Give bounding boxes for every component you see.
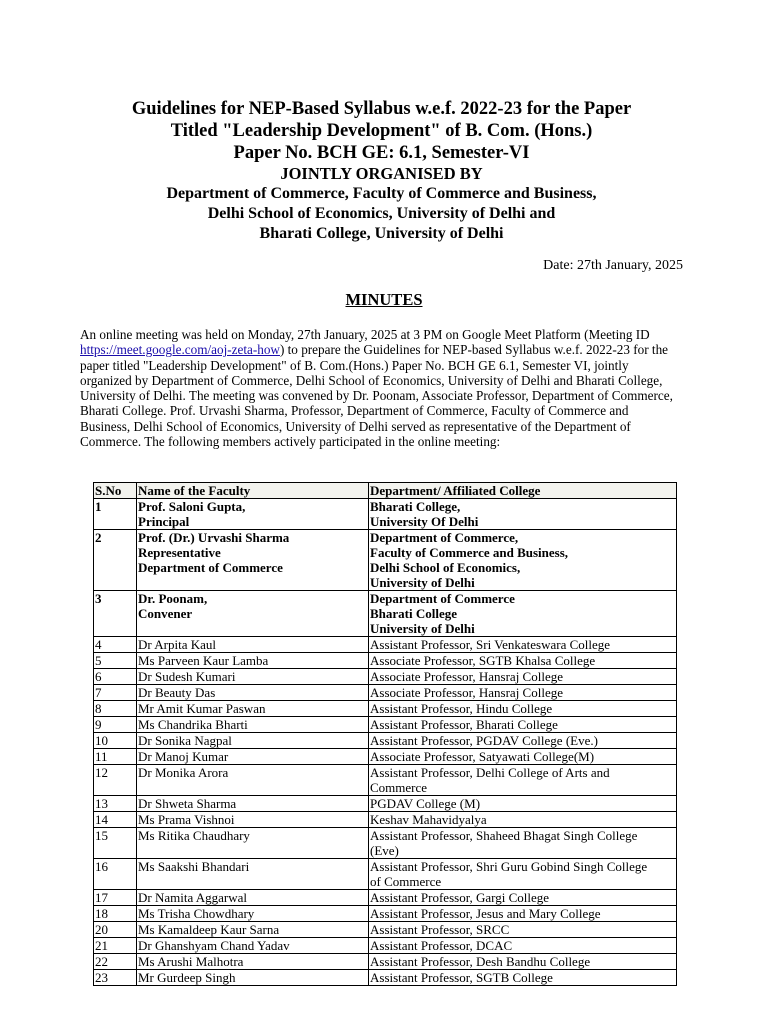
table-header-row (94, 483, 677, 499)
row-department (369, 859, 677, 890)
table-row (94, 890, 677, 906)
row-faculty-name (137, 591, 369, 637)
faculty-name-line: Dr Arpita Kaul (138, 637, 216, 652)
row-department (369, 717, 677, 733)
faculty-name-line: Mr Gurdeep Singh (138, 970, 236, 985)
department-line: Assistant Professor, SRCC (370, 922, 510, 937)
row-faculty-name (137, 530, 369, 591)
department-line: Assistant Professor, Shri Guru Gobind Singh College (370, 859, 648, 874)
table-row (94, 701, 677, 717)
table-row (94, 812, 677, 828)
table-row (94, 970, 677, 986)
paragraph-text-start: An online meeting was held on Monday, 27th January, 2025 at 3 PM on Google Meet Platform (Meeting ID (80, 327, 650, 342)
department-line: Associate Professor, Hansraj College (370, 669, 563, 684)
department-line: University of Delhi (370, 621, 475, 636)
faculty-name-line: Dr Manoj Kumar (138, 749, 229, 764)
faculty-name-line: Ms Saakshi Bhandari (138, 859, 250, 874)
department-line: University Of Delhi (370, 514, 479, 529)
row-sno: 10 (94, 733, 137, 749)
row-department (369, 669, 677, 685)
table-row (94, 828, 677, 859)
row-faculty-name (137, 828, 369, 859)
table-row (94, 530, 677, 591)
faculty-name-line: Dr Shweta Sharma (138, 796, 237, 811)
department-line: (Eve) (370, 843, 399, 858)
header-department: Department/ Affiliated College (369, 483, 677, 499)
table-row (94, 591, 677, 637)
department-line: Commerce (370, 780, 428, 795)
row-department (369, 637, 677, 653)
department-line: Assistant Professor, SGTB College (370, 970, 553, 985)
row-department (369, 765, 677, 796)
table-row (94, 796, 677, 812)
row-sno: 23 (94, 970, 137, 986)
row-faculty-name (137, 499, 369, 530)
row-sno: 17 (94, 890, 137, 906)
jointly-organised-label: JOINTLY ORGANISED BY (280, 164, 483, 183)
faculty-name-line: Dr. Poonam, (138, 591, 208, 606)
department-line: Associate Professor, Satyawati College(M) (370, 749, 595, 764)
header-faculty-name: Name of the Faculty (137, 483, 369, 499)
department-line: Bharati College (370, 606, 458, 621)
row-sno: 9 (94, 717, 137, 733)
row-sno: 5 (94, 653, 137, 669)
organiser-line-3: Bharati College, University of Delhi (259, 225, 504, 242)
faculty-name-line: Ms Kamaldeep Kaur Sarna (138, 922, 280, 937)
table-row (94, 669, 677, 685)
faculty-table-body (94, 499, 677, 986)
department-line: Assistant Professor, Sri Venkateswara College (370, 637, 611, 652)
department-line: Assistant Professor, Jesus and Mary College (370, 906, 601, 921)
minutes-title: MINUTES (345, 290, 423, 309)
department-line: Assistant Professor, Bharati College (370, 717, 558, 732)
table-row (94, 749, 677, 765)
row-sno: 2 (94, 530, 137, 591)
meeting-link[interactable]: https://meet.google.com/aoj-zeta-how (80, 342, 280, 358)
faculty-name-line: Convener (138, 606, 193, 621)
row-faculty-name (137, 765, 369, 796)
row-sno: 8 (94, 701, 137, 717)
row-sno: 7 (94, 685, 137, 701)
table-row (94, 859, 677, 890)
department-line: Assistant Professor, Gargi College (370, 890, 550, 905)
header-sno: S.No (94, 483, 137, 499)
row-sno: 22 (94, 954, 137, 970)
faculty-name-line: Ms Trisha Chowdhary (138, 906, 255, 921)
document-heading (60, 98, 703, 244)
faculty-name-line: Department of Commerce (138, 560, 283, 575)
department-line: Delhi School of Economics, (370, 560, 521, 575)
department-line: Assistant Professor, DCAC (370, 938, 513, 953)
faculty-name-line: Representative (138, 545, 221, 560)
row-faculty-name (137, 701, 369, 717)
organiser-line-1: Department of Commerce, Faculty of Commerce and Business, (166, 185, 597, 202)
organiser-line-2: Delhi School of Economics, University of Delhi and (207, 205, 556, 222)
row-sno: 20 (94, 922, 137, 938)
row-sno: 11 (94, 749, 137, 765)
heading-line-1: Guidelines for NEP-Based Syllabus w.e.f. 2022-23 for the Paper (131, 99, 632, 119)
faculty-name-line: Mr Amit Kumar Paswan (138, 701, 266, 716)
department-line: Assistant Professor, Shaheed Bhagat Singh College (370, 828, 638, 843)
row-faculty-name (137, 653, 369, 669)
faculty-name-line: Dr Namita Aggarwal (138, 890, 248, 905)
heading-line-2: Titled "Leadership Development" of B. Com. (Hons.) (170, 121, 593, 141)
row-sno: 18 (94, 906, 137, 922)
row-department (369, 890, 677, 906)
department-line: Department of Commerce, (370, 530, 519, 545)
faculty-name-line: Dr Ghanshyam Chand Yadav (138, 938, 290, 953)
table-row (94, 954, 677, 970)
faculty-name-line: Prof. Saloni Gupta, (138, 499, 246, 514)
row-sno: 15 (94, 828, 137, 859)
row-sno: 13 (94, 796, 137, 812)
faculty-name-line: Ms Prama Vishnoi (138, 812, 235, 827)
table-row (94, 765, 677, 796)
row-department (369, 828, 677, 859)
row-sno: 21 (94, 938, 137, 954)
department-line: PGDAV College (M) (370, 796, 481, 811)
row-faculty-name (137, 906, 369, 922)
row-sno: 1 (94, 499, 137, 530)
row-department (369, 591, 677, 637)
table-row (94, 938, 677, 954)
row-sno: 4 (94, 637, 137, 653)
department-line: Department of Commerce (370, 591, 515, 606)
faculty-name-line: Dr Monika Arora (138, 765, 229, 780)
paragraph-text-end: ) to prepare the Guidelines for NEP-based Syllabus w.e.f. 2022-23 for the paper titled "Leadership Development" of B. Com.(Hons.) Paper No. BCH GE 6.1, Semester VI, jointly organized by Department of Commerce, Delhi School of Economics, University of Delhi and Bharati College, University of Delhi. The meeting was convened by Dr. Poonam, Associate Professor, Department of Commerce, Bharati College. Prof. Urvashi Sharma, Professor, Department of Commerce, Faculty of Commerce and Business, Delhi School of Economics, University of Delhi served as representative of the Department of Commerce. The following members actively participated in the online meeting: (80, 342, 673, 450)
row-faculty-name (137, 685, 369, 701)
row-sno: 3 (94, 591, 137, 637)
row-faculty-name (137, 749, 369, 765)
row-sno: 6 (94, 669, 137, 685)
row-department (369, 701, 677, 717)
row-department (369, 812, 677, 828)
row-faculty-name (137, 890, 369, 906)
table-row (94, 733, 677, 749)
row-department (369, 922, 677, 938)
row-sno: 14 (94, 812, 137, 828)
heading-line-3: Paper No. BCH GE: 6.1, Semester-VI (233, 143, 530, 163)
faculty-name-line: Ms Arushi Malhotra (138, 954, 244, 969)
row-department (369, 653, 677, 669)
row-department (369, 906, 677, 922)
faculty-table (93, 482, 677, 986)
row-department (369, 954, 677, 970)
row-department (369, 530, 677, 591)
document-date: Date: 27th January, 2025 (543, 258, 683, 273)
row-department (369, 749, 677, 765)
faculty-name-line: Ms Chandrika Bharti (138, 717, 248, 732)
row-sno: 12 (94, 765, 137, 796)
table-row (94, 653, 677, 669)
row-faculty-name (137, 733, 369, 749)
row-faculty-name (137, 954, 369, 970)
row-faculty-name (137, 796, 369, 812)
row-department (369, 938, 677, 954)
faculty-name-line: Dr Beauty Das (138, 685, 216, 700)
faculty-name-line: Ms Ritika Chaudhary (138, 828, 250, 843)
row-faculty-name (137, 669, 369, 685)
department-line: of Commerce (370, 874, 442, 889)
row-faculty-name (137, 970, 369, 986)
table-row (94, 906, 677, 922)
row-department (369, 685, 677, 701)
department-line: Faculty of Commerce and Business, (370, 545, 569, 560)
row-faculty-name (137, 717, 369, 733)
department-line: Assistant Professor, PGDAV College (Eve.) (370, 733, 598, 748)
row-faculty-name (137, 637, 369, 653)
department-line: University of Delhi (370, 575, 475, 590)
table-row (94, 717, 677, 733)
department-line: Assistant Professor, Desh Bandhu College (370, 954, 591, 969)
faculty-name-line: Ms Parveen Kaur Lamba (138, 653, 269, 668)
row-department (369, 499, 677, 530)
row-department (369, 796, 677, 812)
faculty-name-line: Dr Sudesh Kumari (138, 669, 236, 684)
department-line: Assistant Professor, Delhi College of Arts and (370, 765, 610, 780)
table-row (94, 922, 677, 938)
row-faculty-name (137, 938, 369, 954)
row-sno: 16 (94, 859, 137, 890)
meeting-paragraph (80, 327, 680, 449)
department-line: Bharati College, (370, 499, 461, 514)
row-department (369, 970, 677, 986)
table-row (94, 499, 677, 530)
row-department (369, 733, 677, 749)
department-line: Associate Professor, Hansraj College (370, 685, 563, 700)
faculty-name-line: Prof. (Dr.) Urvashi Sharma (138, 530, 290, 545)
table-row (94, 685, 677, 701)
faculty-name-line: Dr Sonika Nagpal (138, 733, 232, 748)
row-faculty-name (137, 922, 369, 938)
faculty-name-line: Principal (138, 514, 190, 529)
table-row (94, 637, 677, 653)
department-line: Assistant Professor, Hindu College (370, 701, 553, 716)
department-line: Keshav Mahavidyalya (370, 812, 487, 827)
department-line: Associate Professor, SGTB Khalsa College (370, 653, 596, 668)
row-faculty-name (137, 812, 369, 828)
row-faculty-name (137, 859, 369, 890)
